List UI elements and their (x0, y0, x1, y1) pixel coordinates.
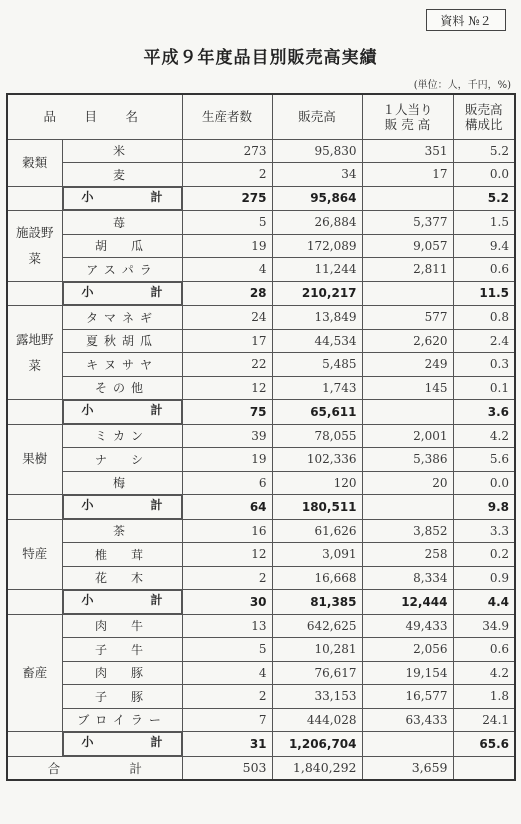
subtotal-producers-cell: 28 (182, 281, 272, 306)
table-row (7, 685, 515, 709)
sales-cell: 1,743 (272, 376, 362, 400)
ratio-cell: 1.8 (453, 685, 515, 709)
subtotal-row (7, 590, 515, 615)
item-name-cell: 麦 (62, 163, 182, 187)
subtotal-label-a: 小 (81, 403, 94, 417)
category-label: 果樹 (7, 424, 62, 495)
per-person-cell: 9,057 (362, 234, 453, 258)
item-name-cell: 梅 (62, 471, 182, 495)
grand-total-label-b: 計 (129, 760, 142, 776)
subtotal-blank-cell (7, 400, 62, 425)
sales-cell: 642,625 (272, 614, 362, 638)
grand-total-producers-cell: 503 (182, 756, 272, 780)
table-row (7, 163, 515, 187)
producers-cell: 24 (182, 306, 272, 330)
page-title: 平成９年度品目別販売高実績 (143, 48, 378, 68)
sales-cell: 10,281 (272, 638, 362, 662)
per-person-cell: 5,386 (362, 448, 453, 472)
subtotal-producers-cell: 64 (182, 495, 272, 520)
subtotal-label-b: 計 (150, 593, 163, 607)
header-item-name: 品 目 名 (7, 94, 182, 139)
subtotal-sales-cell: 81,385 (272, 590, 362, 615)
document-number-label: 資料 №２ (426, 9, 506, 31)
grand-total-label-a: 合 (47, 760, 61, 776)
item-name-cell: 茶 (62, 519, 182, 543)
sales-cell: 172,089 (272, 234, 362, 258)
subtotal-per-person-cell (362, 400, 453, 425)
item-name-cell: 花 木 (62, 566, 182, 590)
sales-cell: 44,534 (272, 329, 362, 353)
producers-cell: 16 (182, 519, 272, 543)
table-body (7, 139, 515, 780)
item-name-cell: 肉 豚 (62, 661, 182, 685)
sales-cell: 102,336 (272, 448, 362, 472)
subtotal-producers-cell: 275 (182, 186, 272, 211)
subtotal-blank-cell (7, 186, 62, 211)
header-per-person-line2: 販 売 高 (384, 116, 431, 132)
producers-cell: 273 (182, 139, 272, 163)
subtotal-label-a: 小 (81, 735, 94, 749)
per-person-cell: 2,056 (362, 638, 453, 662)
sales-cell: 95,830 (272, 139, 362, 163)
producers-cell: 12 (182, 543, 272, 567)
subtotal-per-person-cell: 12,444 (362, 590, 453, 615)
ratio-cell: 0.6 (453, 258, 515, 282)
subtotal-per-person-cell (362, 495, 453, 520)
subtotal-producers-cell: 75 (182, 400, 272, 425)
header-ratio-line2: 構成比 (465, 116, 503, 132)
producers-cell: 7 (182, 708, 272, 732)
subtotal-per-person-cell (362, 186, 453, 211)
producers-cell: 22 (182, 353, 272, 377)
subtotal-ratio-cell: 9.8 (453, 495, 515, 520)
subtotal-label (63, 495, 182, 519)
subtotal-label (63, 590, 182, 614)
table-row (7, 471, 515, 495)
producers-cell: 4 (182, 258, 272, 282)
producers-cell: 13 (182, 614, 272, 638)
per-person-cell: 2,811 (362, 258, 453, 282)
table-row (7, 139, 515, 163)
item-name-cell: 子 牛 (62, 638, 182, 662)
sales-cell: 26,884 (272, 211, 362, 235)
subtotal-row (7, 732, 515, 757)
ratio-cell: 0.1 (453, 376, 515, 400)
item-name-cell: 夏秋胡瓜 (62, 329, 182, 353)
subtotal-row (7, 495, 515, 520)
sales-cell: 11,244 (272, 258, 362, 282)
item-name-cell: 椎 茸 (62, 543, 182, 567)
subtotal-sales-cell: 1,206,704 (272, 732, 362, 757)
subtotal-label (63, 400, 182, 424)
per-person-cell: 577 (362, 306, 453, 330)
category-label: 施設野菜 (7, 211, 62, 282)
subtotal-per-person-cell (362, 281, 453, 306)
per-person-cell: 49,433 (362, 614, 453, 638)
grand-total-label-inner (13, 759, 177, 777)
subtotal-label-b: 計 (150, 284, 163, 299)
sales-cell: 16,668 (272, 566, 362, 590)
ratio-cell: 0.2 (453, 543, 515, 567)
producers-cell: 19 (182, 234, 272, 258)
subtotal-ratio-cell: 3.6 (453, 400, 515, 425)
ratio-cell: 4.2 (453, 661, 515, 685)
table-row (7, 614, 515, 638)
table-row (7, 211, 515, 235)
category-label: 露地野菜 (7, 306, 62, 400)
per-person-cell: 258 (362, 543, 453, 567)
grand-total-sales-cell: 1,840,292 (272, 756, 362, 780)
sales-table (6, 93, 516, 781)
subtotal-blank-cell (7, 590, 62, 615)
subtotal-row (7, 186, 515, 211)
subtotal-label (63, 282, 182, 306)
producers-cell: 2 (182, 566, 272, 590)
item-name-cell: 苺 (62, 211, 182, 235)
table-row (7, 638, 515, 662)
per-person-cell: 63,433 (362, 708, 453, 732)
ratio-cell: 0.0 (453, 163, 515, 187)
table-row (7, 329, 515, 353)
item-name-cell: アスパラ (62, 258, 182, 282)
table-row (7, 661, 515, 685)
subtotal-ratio-cell: 4.4 (453, 590, 515, 615)
per-person-cell: 19,154 (362, 661, 453, 685)
producers-cell: 17 (182, 329, 272, 353)
subtotal-sales-cell: 95,864 (272, 186, 362, 211)
table-row (7, 258, 515, 282)
subtotal-blank-cell (7, 495, 62, 520)
sales-cell: 34 (272, 163, 362, 187)
table-row (7, 424, 515, 448)
item-name-cell: ブロイラー (62, 708, 182, 732)
producers-cell: 2 (182, 163, 272, 187)
category-label: 穀類 (7, 139, 62, 186)
table-row (7, 566, 515, 590)
subtotal-sales-cell: 65,611 (272, 400, 362, 425)
table-row (7, 519, 515, 543)
item-name-cell: その他 (62, 376, 182, 400)
subtotal-label-a: 小 (81, 189, 94, 204)
producers-cell: 12 (182, 376, 272, 400)
per-person-cell: 2,001 (362, 424, 453, 448)
sales-cell: 13,849 (272, 306, 362, 330)
grand-total-ratio-cell (453, 756, 515, 780)
table-row (7, 234, 515, 258)
per-person-cell: 5,377 (362, 211, 453, 235)
subtotal-ratio-cell: 11.5 (453, 281, 515, 306)
ratio-cell: 0.9 (453, 566, 515, 590)
table-header-row (7, 94, 515, 139)
subtotal-blank-cell (7, 732, 62, 757)
ratio-cell: 5.2 (453, 139, 515, 163)
subtotal-producers-cell: 30 (182, 590, 272, 615)
item-name-cell: ナ シ (62, 448, 182, 472)
subtotal-label-b: 計 (150, 735, 163, 749)
ratio-cell: 0.8 (453, 306, 515, 330)
ratio-cell: 4.2 (453, 424, 515, 448)
sales-cell: 78,055 (272, 424, 362, 448)
producers-cell: 5 (182, 211, 272, 235)
subtotal-label (63, 732, 182, 756)
item-name-cell: 子 豚 (62, 685, 182, 709)
ratio-cell: 24.1 (453, 708, 515, 732)
item-name-cell: ミカン (62, 424, 182, 448)
subtotal-row (7, 281, 515, 306)
subtotal-row (7, 400, 515, 425)
subtotal-producers-cell: 31 (182, 732, 272, 757)
per-person-cell: 2,620 (362, 329, 453, 353)
category-label: 畜産 (7, 614, 62, 732)
category-label: 特産 (7, 519, 62, 590)
subtotal-blank-cell (7, 281, 62, 306)
per-person-cell: 20 (362, 471, 453, 495)
producers-cell: 5 (182, 638, 272, 662)
producers-cell: 4 (182, 661, 272, 685)
header-producers: 生産者数 (182, 94, 272, 139)
table-row (7, 353, 515, 377)
grand-total-row (7, 756, 515, 780)
ratio-cell: 0.0 (453, 471, 515, 495)
item-name-cell: タマネギ (62, 306, 182, 330)
grand-total-per-person-cell: 3,659 (362, 756, 453, 780)
ratio-cell: 5.6 (453, 448, 515, 472)
producers-cell: 39 (182, 424, 272, 448)
item-name-cell: キヌサヤ (62, 353, 182, 377)
producers-cell: 2 (182, 685, 272, 709)
per-person-cell: 17 (362, 163, 453, 187)
table-row (7, 376, 515, 400)
per-person-cell: 3,852 (362, 519, 453, 543)
producers-cell: 6 (182, 471, 272, 495)
ratio-cell: 1.5 (453, 211, 515, 235)
sales-cell: 33,153 (272, 685, 362, 709)
item-name-cell: 米 (62, 139, 182, 163)
table-row (7, 306, 515, 330)
per-person-cell: 249 (362, 353, 453, 377)
subtotal-label-a: 小 (81, 593, 94, 607)
producers-cell: 19 (182, 448, 272, 472)
per-person-cell: 351 (362, 139, 453, 163)
subtotal-sales-cell: 180,511 (272, 495, 362, 520)
grand-total-label (7, 756, 182, 780)
subtotal-ratio-cell: 65.6 (453, 732, 515, 757)
table-row (7, 448, 515, 472)
header-sales: 販売高 (272, 94, 362, 139)
subtotal-label-b: 計 (150, 498, 163, 512)
ratio-cell: 9.4 (453, 234, 515, 258)
ratio-cell: 0.6 (453, 638, 515, 662)
ratio-cell: 3.3 (453, 519, 515, 543)
subtotal-ratio-cell: 5.2 (453, 186, 515, 211)
header-ratio (453, 94, 515, 139)
subtotal-per-person-cell (362, 732, 453, 757)
table-row (7, 708, 515, 732)
subtotal-label-b: 計 (150, 403, 163, 417)
sales-cell: 120 (272, 471, 362, 495)
header-per-person-line1: １人当り (382, 101, 433, 117)
subtotal-label (63, 187, 182, 211)
header-ratio-line1: 販売高 (465, 101, 503, 117)
per-person-cell: 16,577 (362, 685, 453, 709)
unit-note: (単位：人，千円，%) (413, 80, 511, 91)
table-row (7, 543, 515, 567)
per-person-cell: 8,334 (362, 566, 453, 590)
sales-cell: 5,485 (272, 353, 362, 377)
header-per-person (362, 94, 453, 139)
ratio-cell: 34.9 (453, 614, 515, 638)
sales-cell: 444,028 (272, 708, 362, 732)
subtotal-label-a: 小 (81, 284, 94, 299)
per-person-cell: 145 (362, 376, 453, 400)
subtotal-sales-cell: 210,217 (272, 281, 362, 306)
subtotal-label-b: 計 (150, 189, 163, 204)
sales-cell: 76,617 (272, 661, 362, 685)
ratio-cell: 2.4 (453, 329, 515, 353)
item-name-cell: 胡 瓜 (62, 234, 182, 258)
ratio-cell: 0.3 (453, 353, 515, 377)
item-name-cell: 肉 牛 (62, 614, 182, 638)
subtotal-label-a: 小 (81, 498, 94, 512)
sales-cell: 61,626 (272, 519, 362, 543)
sales-cell: 3,091 (272, 543, 362, 567)
